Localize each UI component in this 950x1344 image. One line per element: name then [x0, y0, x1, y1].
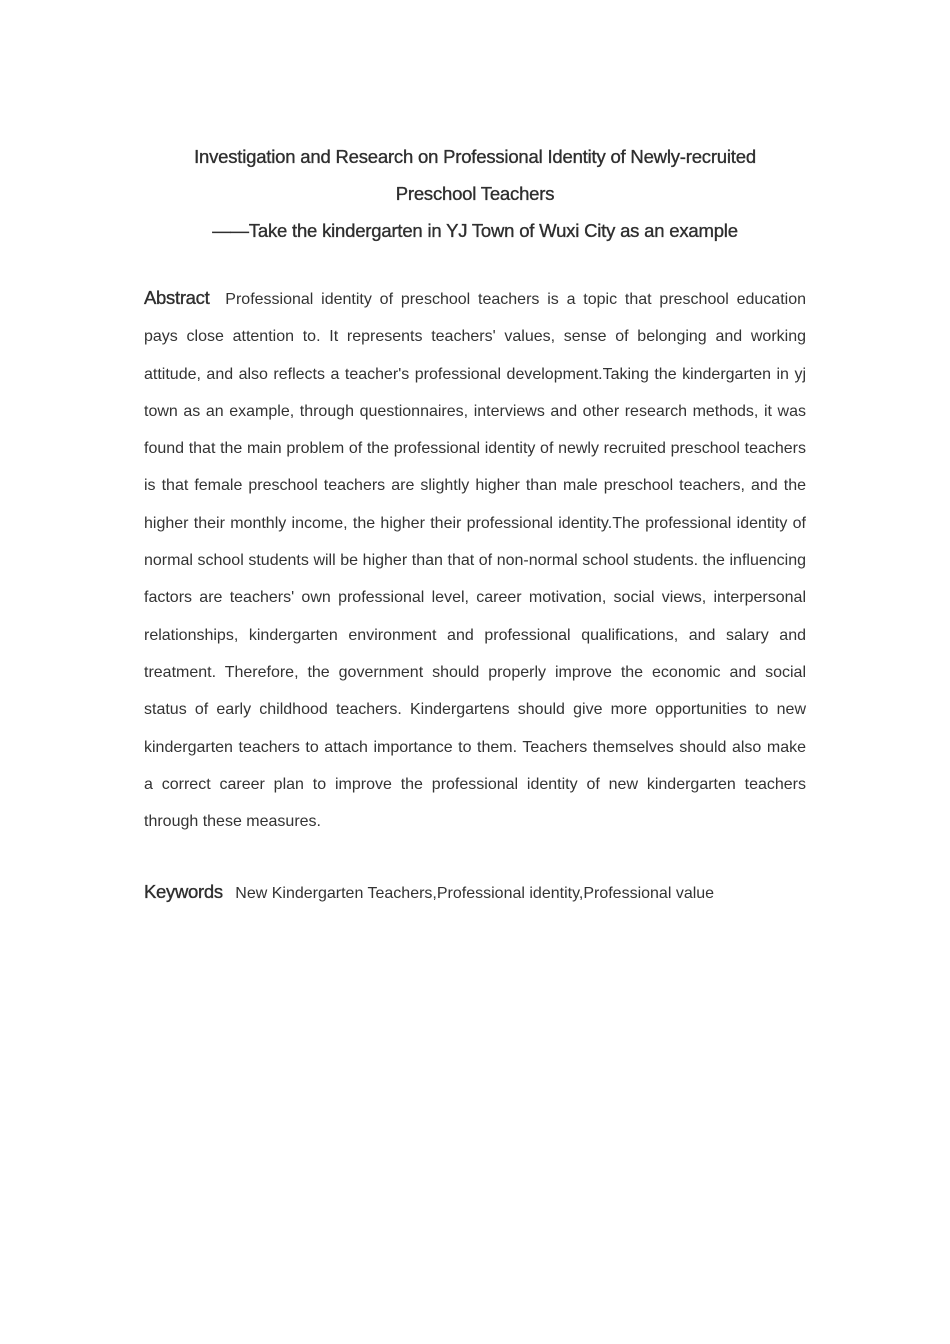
document-page [144, 138, 806, 912]
paper-subtitle: ——Take the kindergarten in YJ Town of Wuxi City as an example [212, 220, 738, 241]
keywords-label: Keywords [144, 881, 223, 903]
title-line-2: Preschool Teachers [395, 183, 555, 204]
paper-title [144, 138, 806, 249]
title-line-1: Investigation and Research on Professional Identity of Newly-recruited [194, 146, 756, 167]
keywords-text: New Kindergarten Teachers,Professional identity,Professional value [235, 885, 715, 903]
keywords-section [144, 873, 806, 912]
abstract-text: Professional identity of preschool teachers is a topic that preschool education pays close attention to. It represents teachers' values, sense of belonging and working attitude, and also reflects a teacher's professional development.Taking the kindergarten in yj town as an example, through questionnaires, interviews and other research methods, it was found that the main problem of the professional identity of newly recruited preschool teachers is that female preschool teachers are slightly higher than male preschool teachers, and the higher their monthly income, the higher their professional identity.The professional identity of normal school students will be higher than that of non-normal school students. the influencing factors are teachers' own professional level, career motivation, social views, interpersonal relationships, kindergarten environment and professional qualifications, and salary and treatment. Therefore, the government should properly improve the economic and social status of early childhood teachers. Kindergartens should give more opportunities to new kindergarten teachers to attach importance to them. Teachers themselves should also make a correct career plan to improve the professional identity of new kindergarten teachers through these measures. [144, 291, 807, 831]
abstract-section [144, 279, 806, 840]
abstract-label: Abstract [144, 287, 210, 308]
